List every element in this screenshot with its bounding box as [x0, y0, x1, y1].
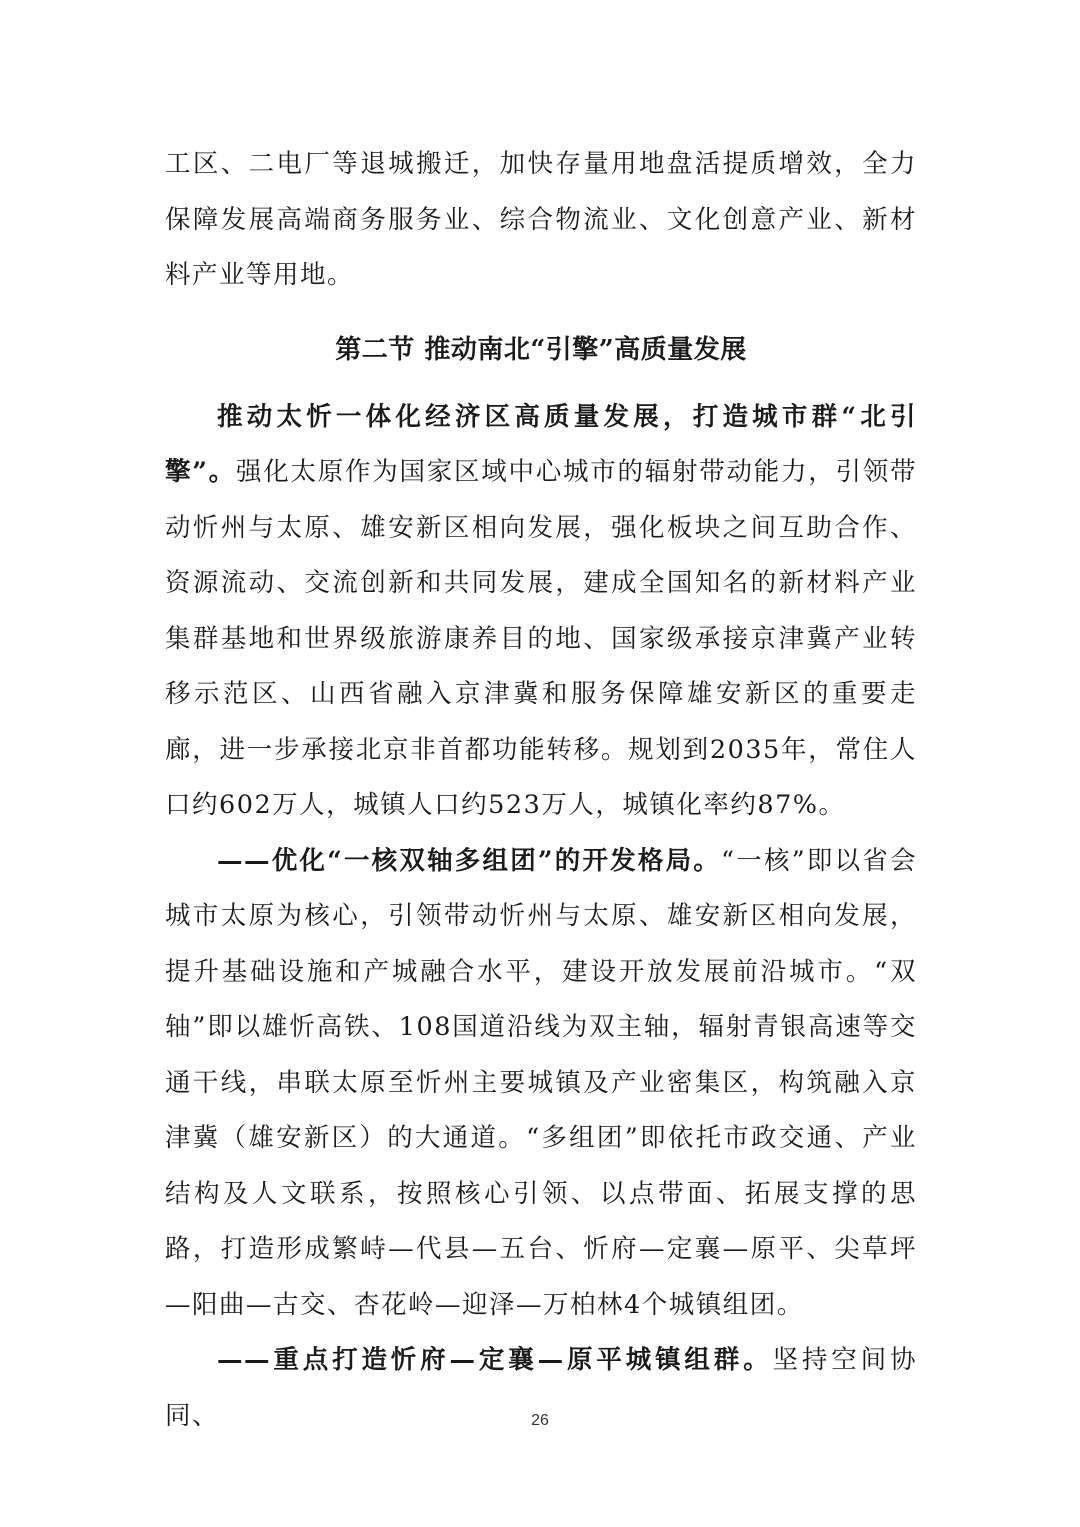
- paragraph-body: “一核”即以省会城市太原为核心，引领带动忻州与太原、雄安新区相向发展，提升基础设施和产城融合水平，建设开放发展前沿城市。“双轴”即以雄忻高铁、108国道沿线为双主轴，辐射青银高速等交通干线，串联太原至忻州主要城镇及产业密集区，构筑融入京津冀（雄安新区）的大通道。“多组团”即依托市政交通、产业结构及人文联系，按照核心引领、以点带面、拓展支撑的思路，打造形成繁峙—代县—五台、忻府—定襄—原平、尖草坪—阳曲—古交、杏花岭—迎泽—万柏林4个城镇组团。: [165, 845, 917, 1320]
- paragraph-continued: 工区、二电厂等退城搬迁，加快存量用地盘活提质增效，全力保障发展高端商务服务业、综合物流业、文化创意产业、新材料产业等用地。: [165, 149, 917, 290]
- document-page: [165, 137, 917, 1444]
- section-heading: 第二节 推动南北“引擎”高质量发展: [335, 334, 747, 365]
- paragraph-lead: 推动太忻一体化经济区高质量发展，打造城市群“北引擎”。: [165, 401, 917, 487]
- paragraph-development-pattern: [165, 834, 917, 1334]
- paragraph-body: 强化太原作为国家区域中心城市的辐射带动能力，引领带动忻州与太原、雄安新区相向发展，强化板块之间互助合作、资源流动、交流创新和共同发展，建成全国知名的新材料产业集群基地和世界级旅游康养目的地、国家级承接京津冀产业转移示范区、山西省融入京津冀和服务保障雄安新区的重要走廊，进一步承接北京非首都功能转移。规划到2035年，常住人口约602万人，城镇人口约523万人，城镇化率约87%。: [165, 457, 917, 820]
- paragraph-north-engine: [165, 390, 917, 834]
- paragraph-lead: ——重点打造忻府—定襄—原平城镇组群。: [217, 1345, 773, 1375]
- paragraph-body: 坚持空间协同、: [165, 1345, 917, 1431]
- page-number: 26: [531, 1412, 549, 1429]
- paragraph-lead: ——优化“一核双轴多组团”的开发格局。: [217, 845, 721, 876]
